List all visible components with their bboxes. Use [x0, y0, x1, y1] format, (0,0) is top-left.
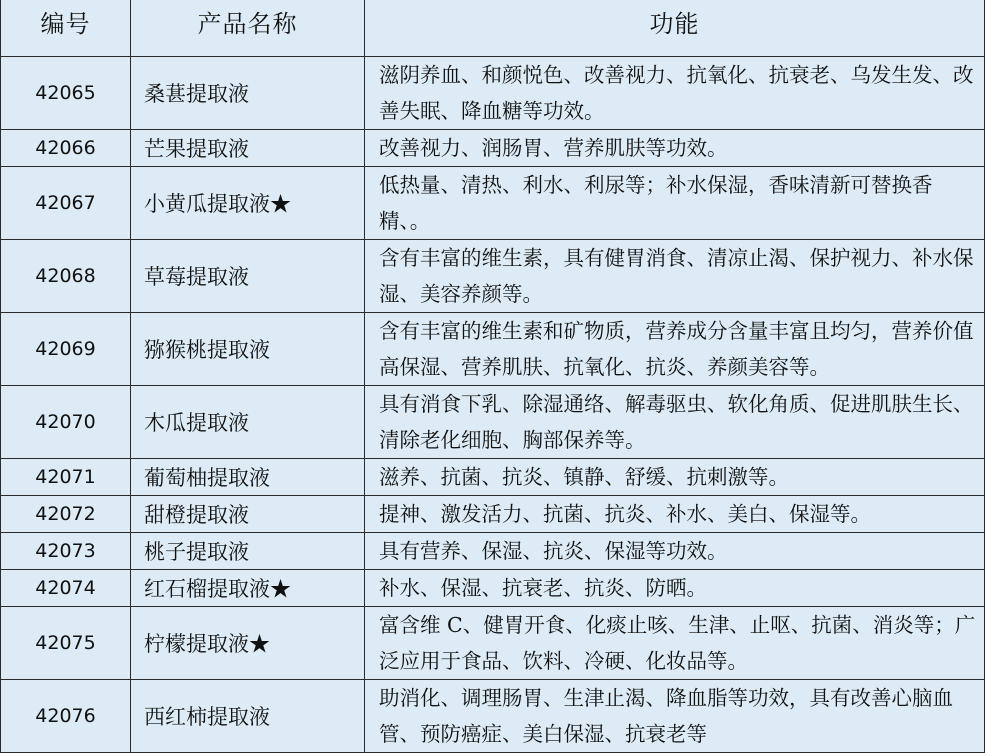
table-row [1, 240, 985, 313]
row-product-name: 木瓜提取液 [131, 386, 365, 459]
row-code: 42076 [1, 680, 131, 753]
table-row [1, 607, 985, 680]
table-row [1, 386, 985, 459]
table-row [1, 130, 985, 167]
row-function: 助消化、调理肠胃、生津止渴、降血脂等功效，具有改善心脑血管、预防癌症、美白保湿、抗衰老等 [365, 680, 985, 753]
row-product-name: 猕猴桃提取液 [131, 313, 365, 386]
row-function: 低热量、清热、利水、利尿等；补水保湿，香味清新可替换香精、。 [365, 167, 985, 240]
row-function: 改善视力、润肠胃、营养肌肤等功效。 [365, 130, 985, 167]
row-code: 42068 [1, 240, 131, 313]
row-code: 42071 [1, 459, 131, 496]
row-product-name: 芒果提取液 [131, 130, 365, 167]
table-row [1, 496, 985, 533]
row-product-name: 葡萄柚提取液 [131, 459, 365, 496]
row-function: 补水、保湿、抗衰老、抗炎、防晒。 [365, 570, 985, 607]
header-product-name: 产品名称 [131, 0, 365, 57]
row-code: 42075 [1, 607, 131, 680]
row-code: 42065 [1, 57, 131, 130]
row-code: 42072 [1, 496, 131, 533]
row-product-name: 桃子提取液 [131, 533, 365, 570]
row-product-name: 红石榴提取液★ [131, 570, 365, 607]
row-product-name: 西红柿提取液 [131, 680, 365, 753]
row-function: 具有营养、保湿、抗炎、保湿等功效。 [365, 533, 985, 570]
table-row [1, 680, 985, 753]
row-function: 滋阴养血、和颜悦色、改善视力、抗氧化、抗衰老、乌发生发、改善失眠、降血糖等功效。 [365, 57, 985, 130]
row-code: 42067 [1, 167, 131, 240]
table-row [1, 570, 985, 607]
table-row [1, 313, 985, 386]
row-product-name: 柠檬提取液★ [131, 607, 365, 680]
row-product-name: 甜橙提取液 [131, 496, 365, 533]
header-function: 功能 [365, 0, 985, 57]
row-function: 含有丰富的维生素，具有健胃消食、清凉止渴、保护视力、补水保湿、美容养颜等。 [365, 240, 985, 313]
row-code: 42069 [1, 313, 131, 386]
row-code: 42073 [1, 533, 131, 570]
table-row [1, 459, 985, 496]
row-code: 42074 [1, 570, 131, 607]
row-product-name: 小黄瓜提取液★ [131, 167, 365, 240]
row-function: 富含维 C、健胃开食、化痰止咳、生津、止呕、抗菌、消炎等；广泛应用于食品、饮料、冷硬、化妆品等。 [365, 607, 985, 680]
row-product-name: 草莓提取液 [131, 240, 365, 313]
table-row [1, 167, 985, 240]
row-function: 滋养、抗菌、抗炎、镇静、舒缓、抗刺激等。 [365, 459, 985, 496]
row-code: 42070 [1, 386, 131, 459]
table-row [1, 533, 985, 570]
table-row [1, 57, 985, 130]
row-function: 提神、激发活力、抗菌、抗炎、补水、美白、保湿等。 [365, 496, 985, 533]
table-header-row [1, 0, 985, 57]
row-code: 42066 [1, 130, 131, 167]
row-product-name: 桑葚提取液 [131, 57, 365, 130]
row-function: 具有消食下乳、除湿通络、解毒驱虫、软化角质、促进肌肤生长、清除老化细胞、胸部保养等。 [365, 386, 985, 459]
header-code: 编号 [1, 0, 131, 57]
row-function: 含有丰富的维生素和矿物质，营养成分含量丰富且均匀，营养价值高保湿、营养肌肤、抗氧化、抗炎、养颜美容等。 [365, 313, 985, 386]
